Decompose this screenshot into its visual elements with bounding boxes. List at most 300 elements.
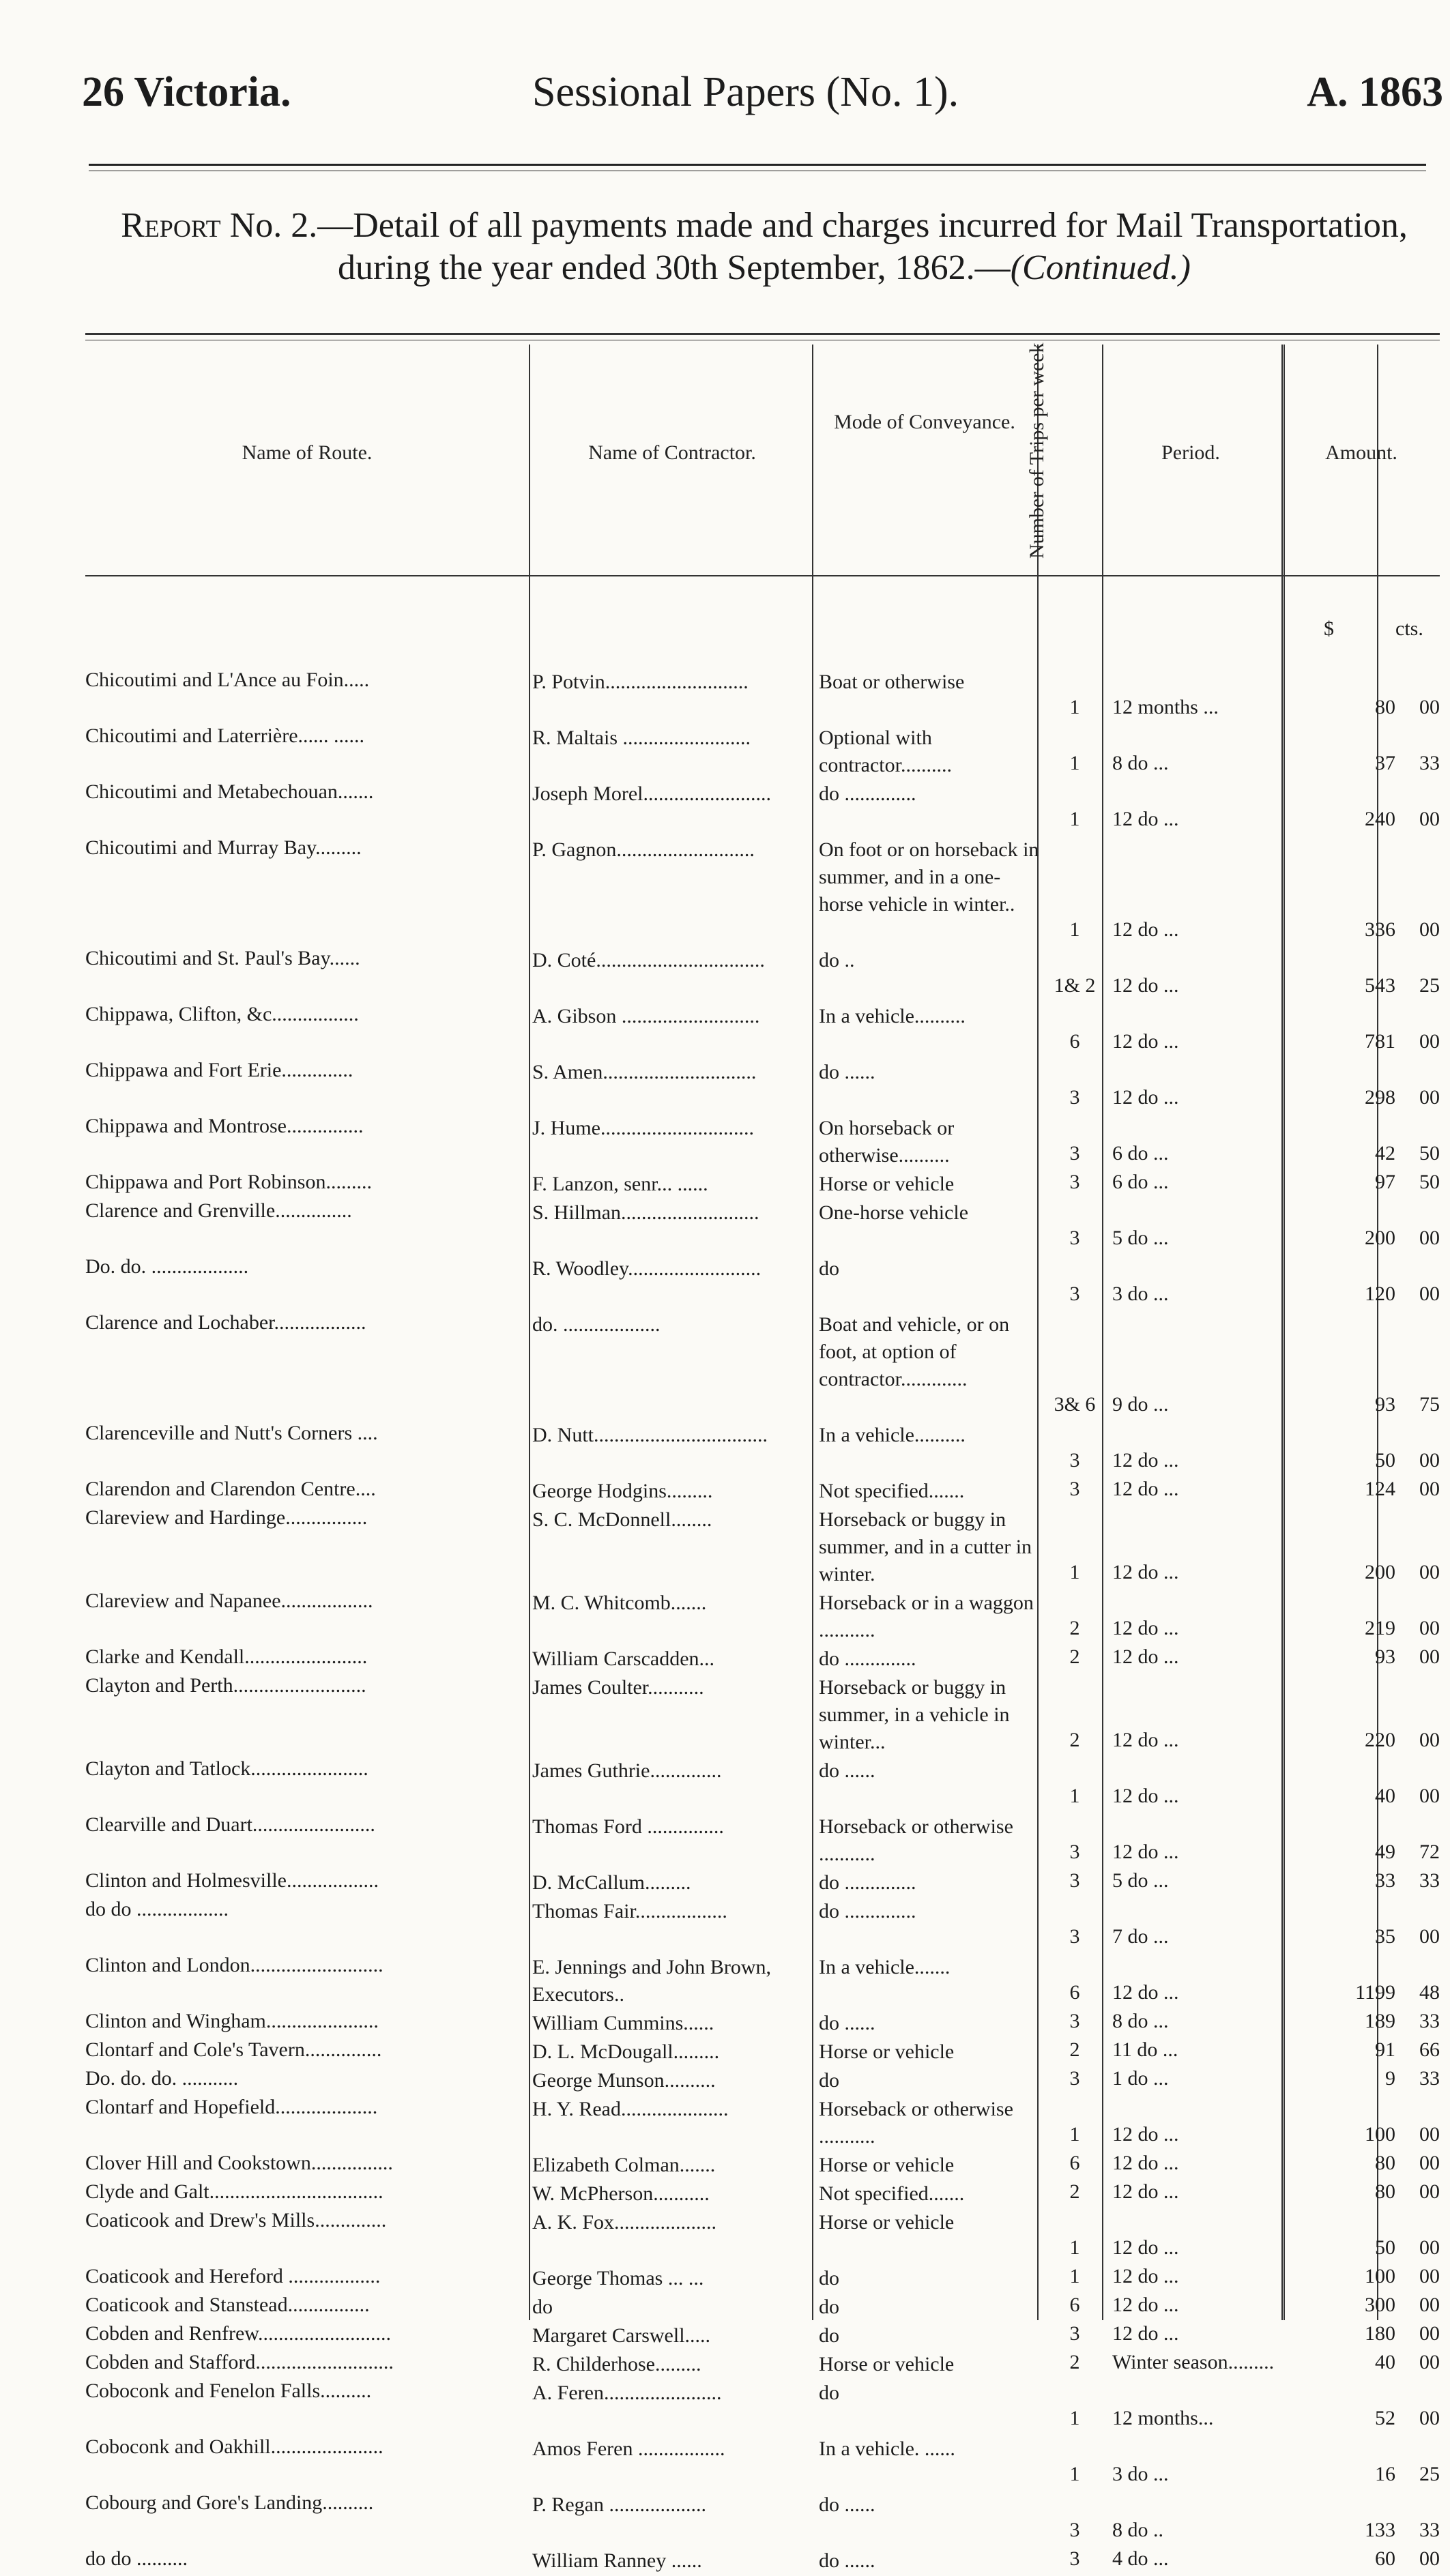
amount-cents: 66 [1419, 2038, 1440, 2061]
conveyance-mode: do [819, 2296, 839, 2318]
amount-cents: 00 [1419, 1785, 1440, 1807]
route-name: Chippawa and Port Robinson......... [85, 1171, 372, 1193]
report-title-text: No. 2.—Detail of all payments made and charges incurred for Mail Transportation, during the year ended 30th September, 1862.— [220, 206, 1408, 287]
conveyance-mode: Not specified....... [819, 2182, 965, 2205]
contractor-name: D. Coté................................. [532, 949, 765, 971]
table-row [85, 1898, 1440, 1954]
route-name: Chicoutimi and St. Paul's Bay...... [85, 947, 360, 969]
period: Winter season......... [1112, 2351, 1275, 2373]
route-name: Coboconk and Fenelon Falls.......... [85, 2380, 372, 2402]
amount-dollars: 16 [1375, 2463, 1395, 2485]
route-name: Clarence and Grenville............... [85, 1199, 352, 1222]
conveyance-mode: do .. [819, 949, 855, 971]
conveyance-mode: On horseback or otherwise.......... [819, 1117, 955, 1167]
trips-per-week: 1& 2 [1054, 974, 1096, 997]
trips-per-week: 3 [1069, 1171, 1080, 1193]
table-row [85, 1422, 1440, 1478]
amount-cents: 48 [1419, 1981, 1440, 2004]
conveyance-mode: Horse or vehicle [819, 1173, 955, 1195]
route-name: do do .......... [85, 2547, 188, 2570]
header-rule [89, 164, 1426, 166]
amount-dollars: 219 [1365, 1617, 1395, 1639]
period: 7 do ... [1112, 1925, 1169, 1948]
conveyance-mode: do .............. [819, 1871, 916, 1894]
period: 8 do .. [1112, 2519, 1163, 2541]
table-row [85, 2322, 1440, 2351]
amount-dollars: 543 [1365, 974, 1395, 997]
period: 12 do ... [1112, 1086, 1179, 1109]
conveyance-mode: In a vehicle. ...... [819, 2438, 955, 2460]
conveyance-mode: do ...... [819, 1759, 875, 1782]
header-papers: Sessional Papers (No. 1). [532, 69, 959, 115]
contractor-name: William Ranney ...... [532, 2549, 702, 2572]
period: 6 do ... [1112, 1171, 1169, 1193]
conveyance-mode: Horse or vehicle [819, 2211, 955, 2234]
trips-per-week: 1 [1069, 752, 1080, 774]
contractor-name: William Carscadden... [532, 1648, 715, 1670]
contractor-name: S. C. McDonnell........ [532, 1508, 712, 1531]
conveyance-mode: Horseback or in a waggon ........... [819, 1592, 1034, 1641]
trips-per-week: 6 [1069, 2294, 1080, 2316]
route-name: Cobourg and Gore's Landing.......... [85, 2491, 374, 2514]
trips-per-week: 6 [1069, 2152, 1080, 2174]
table-row [85, 2435, 1440, 2491]
amount-dollars: 220 [1365, 1729, 1395, 1751]
amount-cents: 00 [1419, 918, 1440, 941]
trips-per-week: 2 [1069, 1645, 1080, 1668]
trips-per-week: 2 [1069, 2038, 1080, 2061]
table-row [85, 1255, 1440, 1311]
trips-per-week: 3 [1069, 2010, 1080, 2032]
trips-per-week: 3 [1069, 1478, 1080, 1500]
table-row [85, 1674, 1440, 1757]
amount-dollars: 97 [1375, 1171, 1395, 1193]
table-row [85, 836, 1440, 947]
amount-cents: 00 [1419, 1478, 1440, 1500]
route-name: Chippawa and Montrose............... [85, 1115, 364, 1137]
contractor-name: P. Gagnon........................... [532, 838, 755, 861]
conveyance-mode: Horseback or buggy in summer, in a vehicle in winter... [819, 1676, 1010, 1753]
trips-per-week: 3 [1069, 2547, 1080, 2570]
conveyance-mode: Boat and vehicle, or on foot, at option of contractor............. [819, 1313, 1010, 1390]
table-row [85, 1590, 1440, 1645]
route-name: Chicoutimi and Murray Bay......... [85, 836, 362, 859]
report-title [89, 205, 1440, 289]
route-name: Clareview and Hardinge................ [85, 1506, 368, 1529]
amount-dollars: 100 [1365, 2123, 1395, 2146]
period: 6 do ... [1112, 1142, 1169, 1165]
amount-dollars: 93 [1375, 1645, 1395, 1668]
conveyance-mode: In a vehicle.......... [819, 1424, 966, 1446]
amount-cents: 00 [1419, 1283, 1440, 1305]
table-row [85, 2067, 1440, 2096]
trips-per-week: 1 [1069, 2407, 1080, 2429]
amount-cents: 00 [1419, 1645, 1440, 1668]
conveyance-mode: Horseback or otherwise ........... [819, 1815, 1013, 1865]
trips-per-week: 3 [1069, 1283, 1080, 1305]
period: 12 do ... [1112, 918, 1179, 941]
conveyance-mode: do ...... [819, 1061, 875, 1083]
contractor-name: E. Jennings and John Brown, Executors.. [532, 1956, 771, 2006]
table-row [85, 780, 1440, 836]
contractor-name: James Coulter........... [532, 1676, 704, 1699]
table-row [85, 1199, 1440, 1255]
table-row [85, 1115, 1440, 1171]
conveyance-mode: do [819, 2382, 839, 2404]
table-row [85, 1311, 1440, 1422]
route-name: Clayton and Tatlock....................... [85, 1757, 368, 1780]
trips-per-week: 3 [1069, 1227, 1080, 1249]
contractor-name: H. Y. Read..................... [532, 2098, 729, 2120]
trips-per-week: 6 [1069, 1030, 1080, 1053]
amount-dollars: 40 [1375, 1785, 1395, 1807]
amount-dollars: 80 [1375, 2152, 1395, 2174]
contractor-name: Margaret Carswell..... [532, 2324, 711, 2347]
period: 8 do ... [1112, 2010, 1169, 2032]
contractor-name: Elizabeth Colman....... [532, 2154, 716, 2176]
route-name: Coaticook and Hereford .................. [85, 2265, 381, 2287]
table-row [85, 2380, 1440, 2435]
amount-cents: 33 [1419, 752, 1440, 774]
amount-cents: 00 [1419, 696, 1440, 718]
period: 12 do ... [1112, 1617, 1179, 1639]
amount-cents: 00 [1419, 2407, 1440, 2429]
amount-cents: 00 [1419, 1227, 1440, 1249]
trips-per-week: 1 [1069, 2123, 1080, 2146]
contractor-name: W. McPherson........... [532, 2182, 710, 2205]
route-name: Clontarf and Cole's Tavern............... [85, 2038, 382, 2061]
amount-dollars: 49 [1375, 1841, 1395, 1863]
period: 12 do ... [1112, 2265, 1179, 2287]
conveyance-mode: do .............. [819, 1900, 916, 1922]
amount-cents: 00 [1419, 1925, 1440, 1948]
period: 4 do ... [1112, 2547, 1169, 2570]
trips-per-week: 3 [1069, 2519, 1080, 2541]
route-name: Clinton and Holmesville.................. [85, 1869, 379, 1892]
period: 12 do ... [1112, 1729, 1179, 1751]
route-name: Clarenceville and Nutt's Corners .... [85, 1422, 378, 1444]
amount-dollars: 124 [1365, 1478, 1395, 1500]
conveyance-mode: On foot or on horseback in summer, and in a one-horse vehicle in winter.. [819, 838, 1039, 916]
route-name: Coboconk and Oakhill...................... [85, 2435, 383, 2458]
amount-cents: 00 [1419, 2180, 1440, 2203]
period: 3 do ... [1112, 2463, 1169, 2485]
amount-dollars: 1199 [1355, 1981, 1395, 2004]
period: 12 do ... [1112, 1645, 1179, 1668]
col-head-dollars: $ [1324, 617, 1334, 640]
period: 12 do ... [1112, 1841, 1179, 1863]
amount-cents: 00 [1419, 2123, 1440, 2146]
conveyance-mode: do [819, 2324, 839, 2347]
conveyance-mode: In a vehicle.......... [819, 1005, 966, 1027]
conveyance-mode: do ...... [819, 2493, 875, 2516]
contractor-name: P. Regan ................... [532, 2493, 706, 2516]
conveyance-mode: do ...... [819, 2012, 875, 2034]
route-name: Do. do. do. ........... [85, 2067, 239, 2090]
amount-cents: 50 [1419, 1171, 1440, 1193]
amount-cents: 72 [1419, 1841, 1440, 1863]
period: 1 do ... [1112, 2067, 1169, 2090]
conveyance-mode: In a vehicle....... [819, 1956, 951, 1978]
route-name: Clearville and Duart........................ [85, 1813, 375, 1836]
route-name: Chippawa and Fort Erie.............. [85, 1059, 353, 1081]
amount-cents: 33 [1419, 2010, 1440, 2032]
conveyance-mode: Boat or otherwise [819, 671, 965, 693]
col-head-amount: Amount. [1325, 441, 1397, 464]
amount-dollars: 240 [1365, 808, 1395, 830]
amount-dollars: 93 [1375, 1393, 1395, 1416]
amount-dollars: 91 [1375, 2038, 1395, 2061]
trips-per-week: 1 [1069, 2236, 1080, 2259]
conveyance-mode: do .............. [819, 782, 916, 805]
conveyance-mode: do [819, 2267, 839, 2289]
amount-dollars: 50 [1375, 2236, 1395, 2259]
table-top-rule [85, 333, 1440, 335]
table-row [85, 2294, 1440, 2322]
header-year: A. 1863 [1307, 69, 1443, 115]
amount-dollars: 40 [1375, 2351, 1395, 2373]
trips-per-week: 3 [1069, 1449, 1080, 1472]
period: 12 do ... [1112, 2294, 1179, 2316]
contractor-name: Thomas Fair.................. [532, 1900, 727, 1922]
amount-cents: 00 [1419, 2294, 1440, 2316]
trips-per-week: 3& 6 [1054, 1393, 1096, 1416]
contractor-name: R. Childerhose......... [532, 2353, 701, 2375]
contractor-name: William Cummins...... [532, 2012, 714, 2034]
table-row [85, 1869, 1440, 1898]
period: 12 do ... [1112, 2123, 1179, 2146]
route-name: Clontarf and Hopefield.................... [85, 2096, 378, 2118]
conveyance-mode: do [819, 2069, 839, 2092]
table-row [85, 1171, 1440, 1199]
amount-dollars: 120 [1365, 1283, 1395, 1305]
route-name: do do .................. [85, 1898, 229, 1920]
table-row [85, 2010, 1440, 2038]
contractor-name: M. C. Whitcomb....... [532, 1592, 707, 1614]
period: 12 do ... [1112, 1561, 1179, 1583]
amount-dollars: 336 [1365, 918, 1395, 941]
conveyance-mode: Optional with contractor.......... [819, 727, 952, 776]
amount-dollars: 100 [1365, 2265, 1395, 2287]
trips-per-week: 1 [1069, 808, 1080, 830]
contractor-name: S. Amen.............................. [532, 1061, 757, 1083]
contractor-name: A. Gibson ........................... [532, 1005, 760, 1027]
contractor-name: J. Hume.............................. [532, 1117, 754, 1139]
amount-dollars: 52 [1375, 2407, 1395, 2429]
report-title-prefix: Report [121, 206, 221, 245]
conveyance-mode: Not specified....... [819, 1480, 965, 1502]
table-row [85, 2491, 1440, 2547]
amount-dollars: 35 [1375, 1925, 1395, 1948]
contractor-name: A. Feren....................... [532, 2382, 722, 2404]
period: 12 do ... [1112, 1449, 1179, 1472]
table-row [85, 669, 1440, 724]
col-head-trips: Number of Trips per week [1026, 342, 1048, 559]
period: 5 do ... [1112, 1869, 1169, 1892]
conveyance-mode: One-horse vehicle [819, 1201, 969, 1224]
contractor-name: D. L. McDougall......... [532, 2040, 720, 2063]
amount-dollars: 37 [1375, 752, 1395, 774]
period: 5 do ... [1112, 1227, 1169, 1249]
period: 12 do ... [1112, 974, 1179, 997]
conveyance-mode: Horse or vehicle [819, 2353, 955, 2375]
trips-per-week: 1 [1069, 696, 1080, 718]
contractor-name: do [532, 2296, 553, 2318]
route-name: Coaticook and Stanstead................ [85, 2294, 370, 2316]
contractor-name: Thomas Ford ............... [532, 1815, 724, 1838]
contractor-name: D. McCallum......... [532, 1871, 691, 1894]
report-title-continued: (Continued.) [1010, 248, 1191, 287]
amount-cents: 00 [1419, 2265, 1440, 2287]
route-name: Chicoutimi and Metabechouan....... [85, 780, 374, 803]
trips-per-week: 3 [1069, 1841, 1080, 1863]
amount-dollars: 80 [1375, 696, 1395, 718]
contractor-name: R. Woodley.......................... [532, 1257, 762, 1280]
period: 11 do ... [1112, 2038, 1178, 2061]
contractor-name: James Guthrie.............. [532, 1759, 722, 1782]
col-head-contractor: Name of Contractor. [588, 441, 756, 464]
trips-per-week: 1 [1069, 2463, 1080, 2485]
amount-cents: 00 [1419, 2322, 1440, 2345]
period: 9 do ... [1112, 1393, 1169, 1416]
amount-cents: 00 [1419, 1449, 1440, 1472]
period: 12 do ... [1112, 2152, 1179, 2174]
trips-per-week: 3 [1069, 2322, 1080, 2345]
amount-dollars: 9 [1385, 2067, 1395, 2090]
table-row [85, 1003, 1440, 1059]
table-row [85, 724, 1440, 780]
route-name: Chicoutimi and L'Ance au Foin..... [85, 669, 370, 691]
table-row [85, 1645, 1440, 1674]
route-name: Clover Hill and Cookstown................ [85, 2152, 393, 2174]
amount-dollars: 133 [1365, 2519, 1395, 2541]
payments-table-body [85, 669, 1440, 2576]
table-row [85, 1059, 1440, 1115]
trips-per-week: 3 [1069, 1086, 1080, 1109]
amount-dollars: 180 [1365, 2322, 1395, 2345]
contractor-name: George Hodgins......... [532, 1480, 713, 1502]
amount-cents: 00 [1419, 1086, 1440, 1109]
trips-per-week: 2 [1069, 1617, 1080, 1639]
col-head-mode: Mode of Conveyance. [834, 411, 1015, 433]
amount-dollars: 200 [1365, 1561, 1395, 1583]
period: 12 do ... [1112, 1478, 1179, 1500]
trips-per-week: 1 [1069, 918, 1080, 941]
trips-per-week: 6 [1069, 1981, 1080, 2004]
amount-cents: 00 [1419, 2152, 1440, 2174]
amount-cents: 00 [1419, 808, 1440, 830]
contractor-name: D. Nutt.................................. [532, 1424, 768, 1446]
route-name: Clarendon and Clarendon Centre.... [85, 1478, 376, 1500]
table-row [85, 2180, 1440, 2209]
conveyance-mode: do .............. [819, 1648, 916, 1670]
amount-cents: 00 [1419, 1561, 1440, 1583]
table-row [85, 1757, 1440, 1813]
contractor-name: F. Lanzon, senr... ...... [532, 1173, 708, 1195]
amount-cents: 25 [1419, 2463, 1440, 2485]
amount-cents: 50 [1419, 1142, 1440, 1165]
conveyance-mode: Horse or vehicle [819, 2154, 955, 2176]
table-row [85, 2152, 1440, 2180]
amount-cents: 00 [1419, 2236, 1440, 2259]
period: 3 do ... [1112, 1283, 1169, 1305]
period: 12 do ... [1112, 1030, 1179, 1053]
conveyance-mode: do [819, 1257, 839, 1280]
route-name: Clayton and Perth.......................... [85, 1674, 366, 1697]
header-session: 26 Victoria. [82, 69, 291, 115]
period: 12 do ... [1112, 808, 1179, 830]
amount-cents: 33 [1419, 2519, 1440, 2541]
trips-per-week: 2 [1069, 1729, 1080, 1751]
col-head-cents: cts. [1395, 617, 1423, 640]
trips-per-week: 1 [1069, 2265, 1080, 2287]
period: 12 do ... [1112, 2322, 1179, 2345]
trips-per-week: 1 [1069, 1561, 1080, 1583]
period: 12 do ... [1112, 1785, 1179, 1807]
route-name: Chicoutimi and Laterrière...... ...... [85, 724, 365, 747]
conveyance-mode: Horse or vehicle [819, 2040, 955, 2063]
trips-per-week: 3 [1069, 2067, 1080, 2090]
route-name: Do. do. ................... [85, 1255, 249, 1278]
contractor-name: P. Potvin............................ [532, 671, 749, 693]
amount-dollars: 189 [1365, 2010, 1395, 2032]
amount-cents: 33 [1419, 2067, 1440, 2090]
amount-dollars: 42 [1375, 1142, 1395, 1165]
route-name: Clarke and Kendall........................ [85, 1645, 368, 1668]
amount-cents: 00 [1419, 2351, 1440, 2373]
amount-dollars: 80 [1375, 2180, 1395, 2203]
contractor-name: R. Maltais ......................... [532, 727, 751, 749]
trips-per-week: 1 [1069, 1785, 1080, 1807]
amount-dollars: 50 [1375, 1449, 1395, 1472]
table-row [85, 1954, 1440, 2010]
table-row [85, 2038, 1440, 2067]
col-head-period: Period. [1161, 441, 1220, 464]
trips-per-week: 3 [1069, 1925, 1080, 1948]
contractor-name: George Munson.......... [532, 2069, 716, 2092]
amount-cents: 25 [1419, 974, 1440, 997]
amount-cents: 00 [1419, 2547, 1440, 2570]
amount-cents: 00 [1419, 1617, 1440, 1639]
col-head-route: Name of Route. [242, 441, 373, 464]
amount-cents: 00 [1419, 1030, 1440, 1053]
route-name: Clinton and Wingham...................... [85, 2010, 379, 2032]
table-row [85, 2547, 1440, 2576]
amount-dollars: 60 [1375, 2547, 1395, 2570]
period: 12 months... [1112, 2407, 1214, 2429]
route-name: Clinton and London.......................... [85, 1954, 383, 1976]
amount-dollars: 200 [1365, 1227, 1395, 1249]
table-header-rule [85, 575, 1440, 576]
amount-cents: 00 [1419, 1729, 1440, 1751]
contractor-name: Amos Feren ................. [532, 2438, 725, 2460]
period: 12 months ... [1112, 696, 1219, 718]
contractor-name: A. K. Fox.................... [532, 2211, 717, 2234]
route-name: Chippawa, Clifton, &c................. [85, 1003, 359, 1025]
route-name: Cobden and Renfrew.......................... [85, 2322, 391, 2345]
table-row [85, 1813, 1440, 1869]
contractor-name: George Thomas ... ... [532, 2267, 704, 2289]
trips-per-week: 3 [1069, 1869, 1080, 1892]
page-header [82, 68, 1443, 130]
conveyance-mode: do ...... [819, 2549, 875, 2572]
amount-cents: 75 [1419, 1393, 1440, 1416]
table-row [85, 1506, 1440, 1590]
amount-dollars: 300 [1365, 2294, 1395, 2316]
table-row [85, 2265, 1440, 2294]
table-row [85, 2351, 1440, 2380]
trips-per-week: 3 [1069, 1142, 1080, 1165]
